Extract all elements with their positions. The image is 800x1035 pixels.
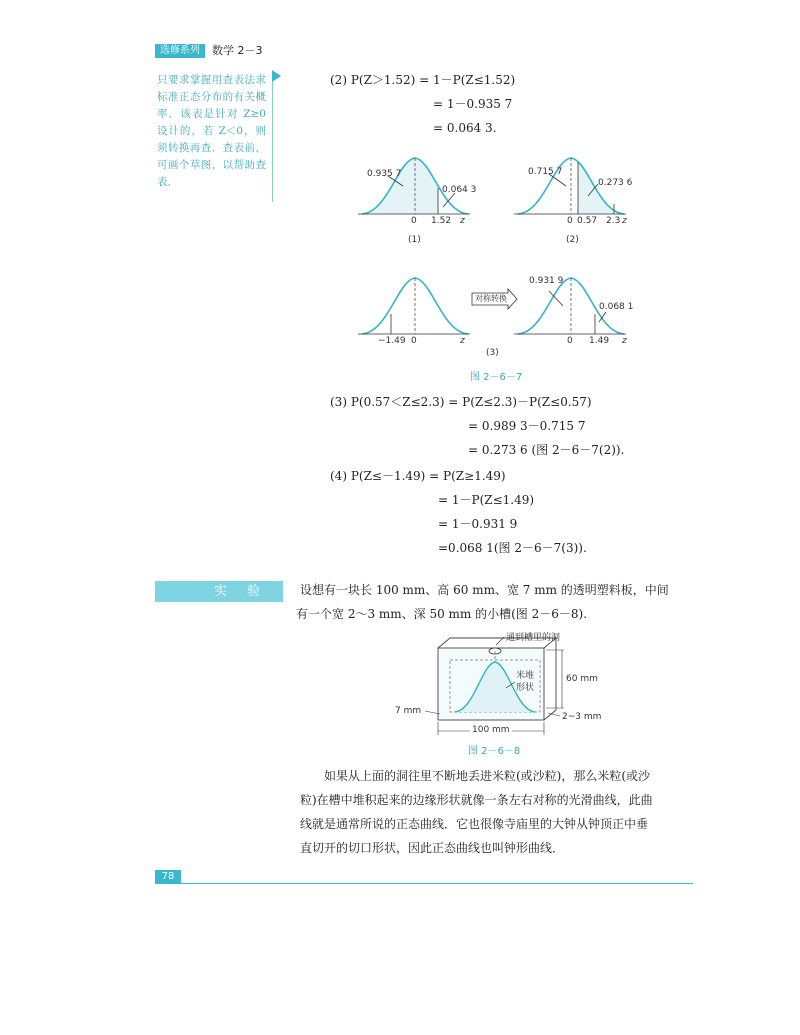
- g3b-tick-0: 0: [567, 336, 573, 346]
- g1-tick-1: 1.52: [431, 216, 452, 226]
- g2-tick-0: 0: [567, 216, 573, 226]
- slot-dim: 2~3 mm: [562, 712, 602, 722]
- sol2-line3: = 0.064 3.: [433, 121, 497, 135]
- sol3-line2: = 0.989 3－0.715 7: [468, 419, 586, 433]
- experiment-text-line2: 有一个宽 2～3 mm、深 50 mm 的小槽(图 2－6－8).: [296, 607, 588, 621]
- sol4-line2: = 1－P(Z≤1.49): [438, 493, 535, 507]
- g3b-tick-1: 1.49: [589, 336, 610, 346]
- g3a-axis-label: z: [460, 336, 465, 346]
- g2-left-value: 0.715 7: [528, 167, 563, 177]
- g1-sublabel: (1): [408, 235, 421, 245]
- para-line3: 线就是通常所说的正态曲线．它也很像寺庙里的大钟从钟顶正中垂: [300, 817, 649, 831]
- side-note-text: 只要求掌握用查表法求标准正态分布的有关概率．该表是针对 Z≥0 设计的，若 Z＜0，则须转换再查．查表前，可画个草图，以帮助查表．: [157, 74, 266, 188]
- sol4-line1: (4) P(Z≤－1.49) = P(Z≥1.49): [330, 469, 506, 483]
- sol4-line3: = 1－0.931 9: [438, 517, 518, 531]
- sol2-line2: = 1－0.935 7: [433, 97, 513, 111]
- footer-rule: [155, 883, 693, 884]
- normal-curve-graph-3a: [358, 278, 470, 334]
- g1-right-value: 0.064 3: [442, 185, 477, 195]
- para-line4: 直切开的切口形状，因此正态曲线也叫钟形曲线．: [300, 841, 565, 855]
- series-badge: 选修系列: [155, 44, 205, 58]
- g2-axis-label: z: [622, 216, 627, 226]
- figure-2-6-8-caption: 图 2－6－8: [468, 746, 521, 757]
- g3b-axis-label: z: [622, 336, 627, 346]
- g3a-tick-0: 0: [411, 336, 417, 346]
- g3a-tick-neg: −1.49: [378, 336, 406, 346]
- para-line1: 如果从上面的洞往里不断地丢进米粒(或沙粒)，那么米粒(或沙: [324, 769, 651, 783]
- experiment-label: 实 验: [214, 584, 269, 599]
- book-title: 数学 2－3: [212, 44, 263, 57]
- g2-right-value: 0.273 6: [598, 178, 633, 188]
- hole-label: 通到槽里的洞: [506, 633, 561, 643]
- g1-tick-0: 0: [411, 216, 417, 226]
- sol2-line1: (2) P(Z＞1.52) = 1－P(Z≤1.52): [330, 73, 516, 87]
- sol3-line3: = 0.273 6 (图 2－6－7(2)).: [468, 443, 625, 457]
- g1-left-value: 0.935 7: [367, 169, 402, 179]
- rice-pile-label-2: 形状: [516, 683, 535, 693]
- figure-2-6-7-caption: 图 2－6－7: [470, 372, 523, 383]
- sol4-line4: =0.068 1(图 2－6－7(3)).: [438, 541, 587, 555]
- height-dim: 60 mm: [566, 674, 598, 684]
- experiment-text-line1: 设想有一块长 100 mm、高 60 mm、宽 7 mm 的透明塑料板，中间: [300, 583, 669, 597]
- width-dim: 7 mm: [395, 706, 422, 716]
- g2-tick-1: 0.57: [577, 216, 598, 226]
- plastic-board-diagram: [425, 637, 564, 735]
- para-line2: 粒)在槽中堆积起来的边缘形状就像一条左右对称的光滑曲线，此曲: [300, 793, 653, 807]
- g3b-left-value: 0.931 9: [529, 276, 564, 286]
- page-number: 78: [155, 870, 181, 883]
- g2-sublabel: (2): [566, 235, 579, 245]
- g1-axis-label: z: [460, 216, 465, 226]
- sol3-line1: (3) P(0.57＜Z≤2.3) = P(Z≤2.3)－P(Z≤0.57): [330, 395, 592, 409]
- arrow-label: 对称转换: [475, 294, 507, 303]
- g3b-right-value: 0.068 1: [599, 302, 634, 312]
- rice-pile-label-1: 米堆: [516, 671, 535, 681]
- length-dim: 100 mm: [472, 725, 510, 735]
- g2-tick-2: 2.3: [606, 216, 621, 226]
- g3-sublabel: (3): [486, 348, 499, 358]
